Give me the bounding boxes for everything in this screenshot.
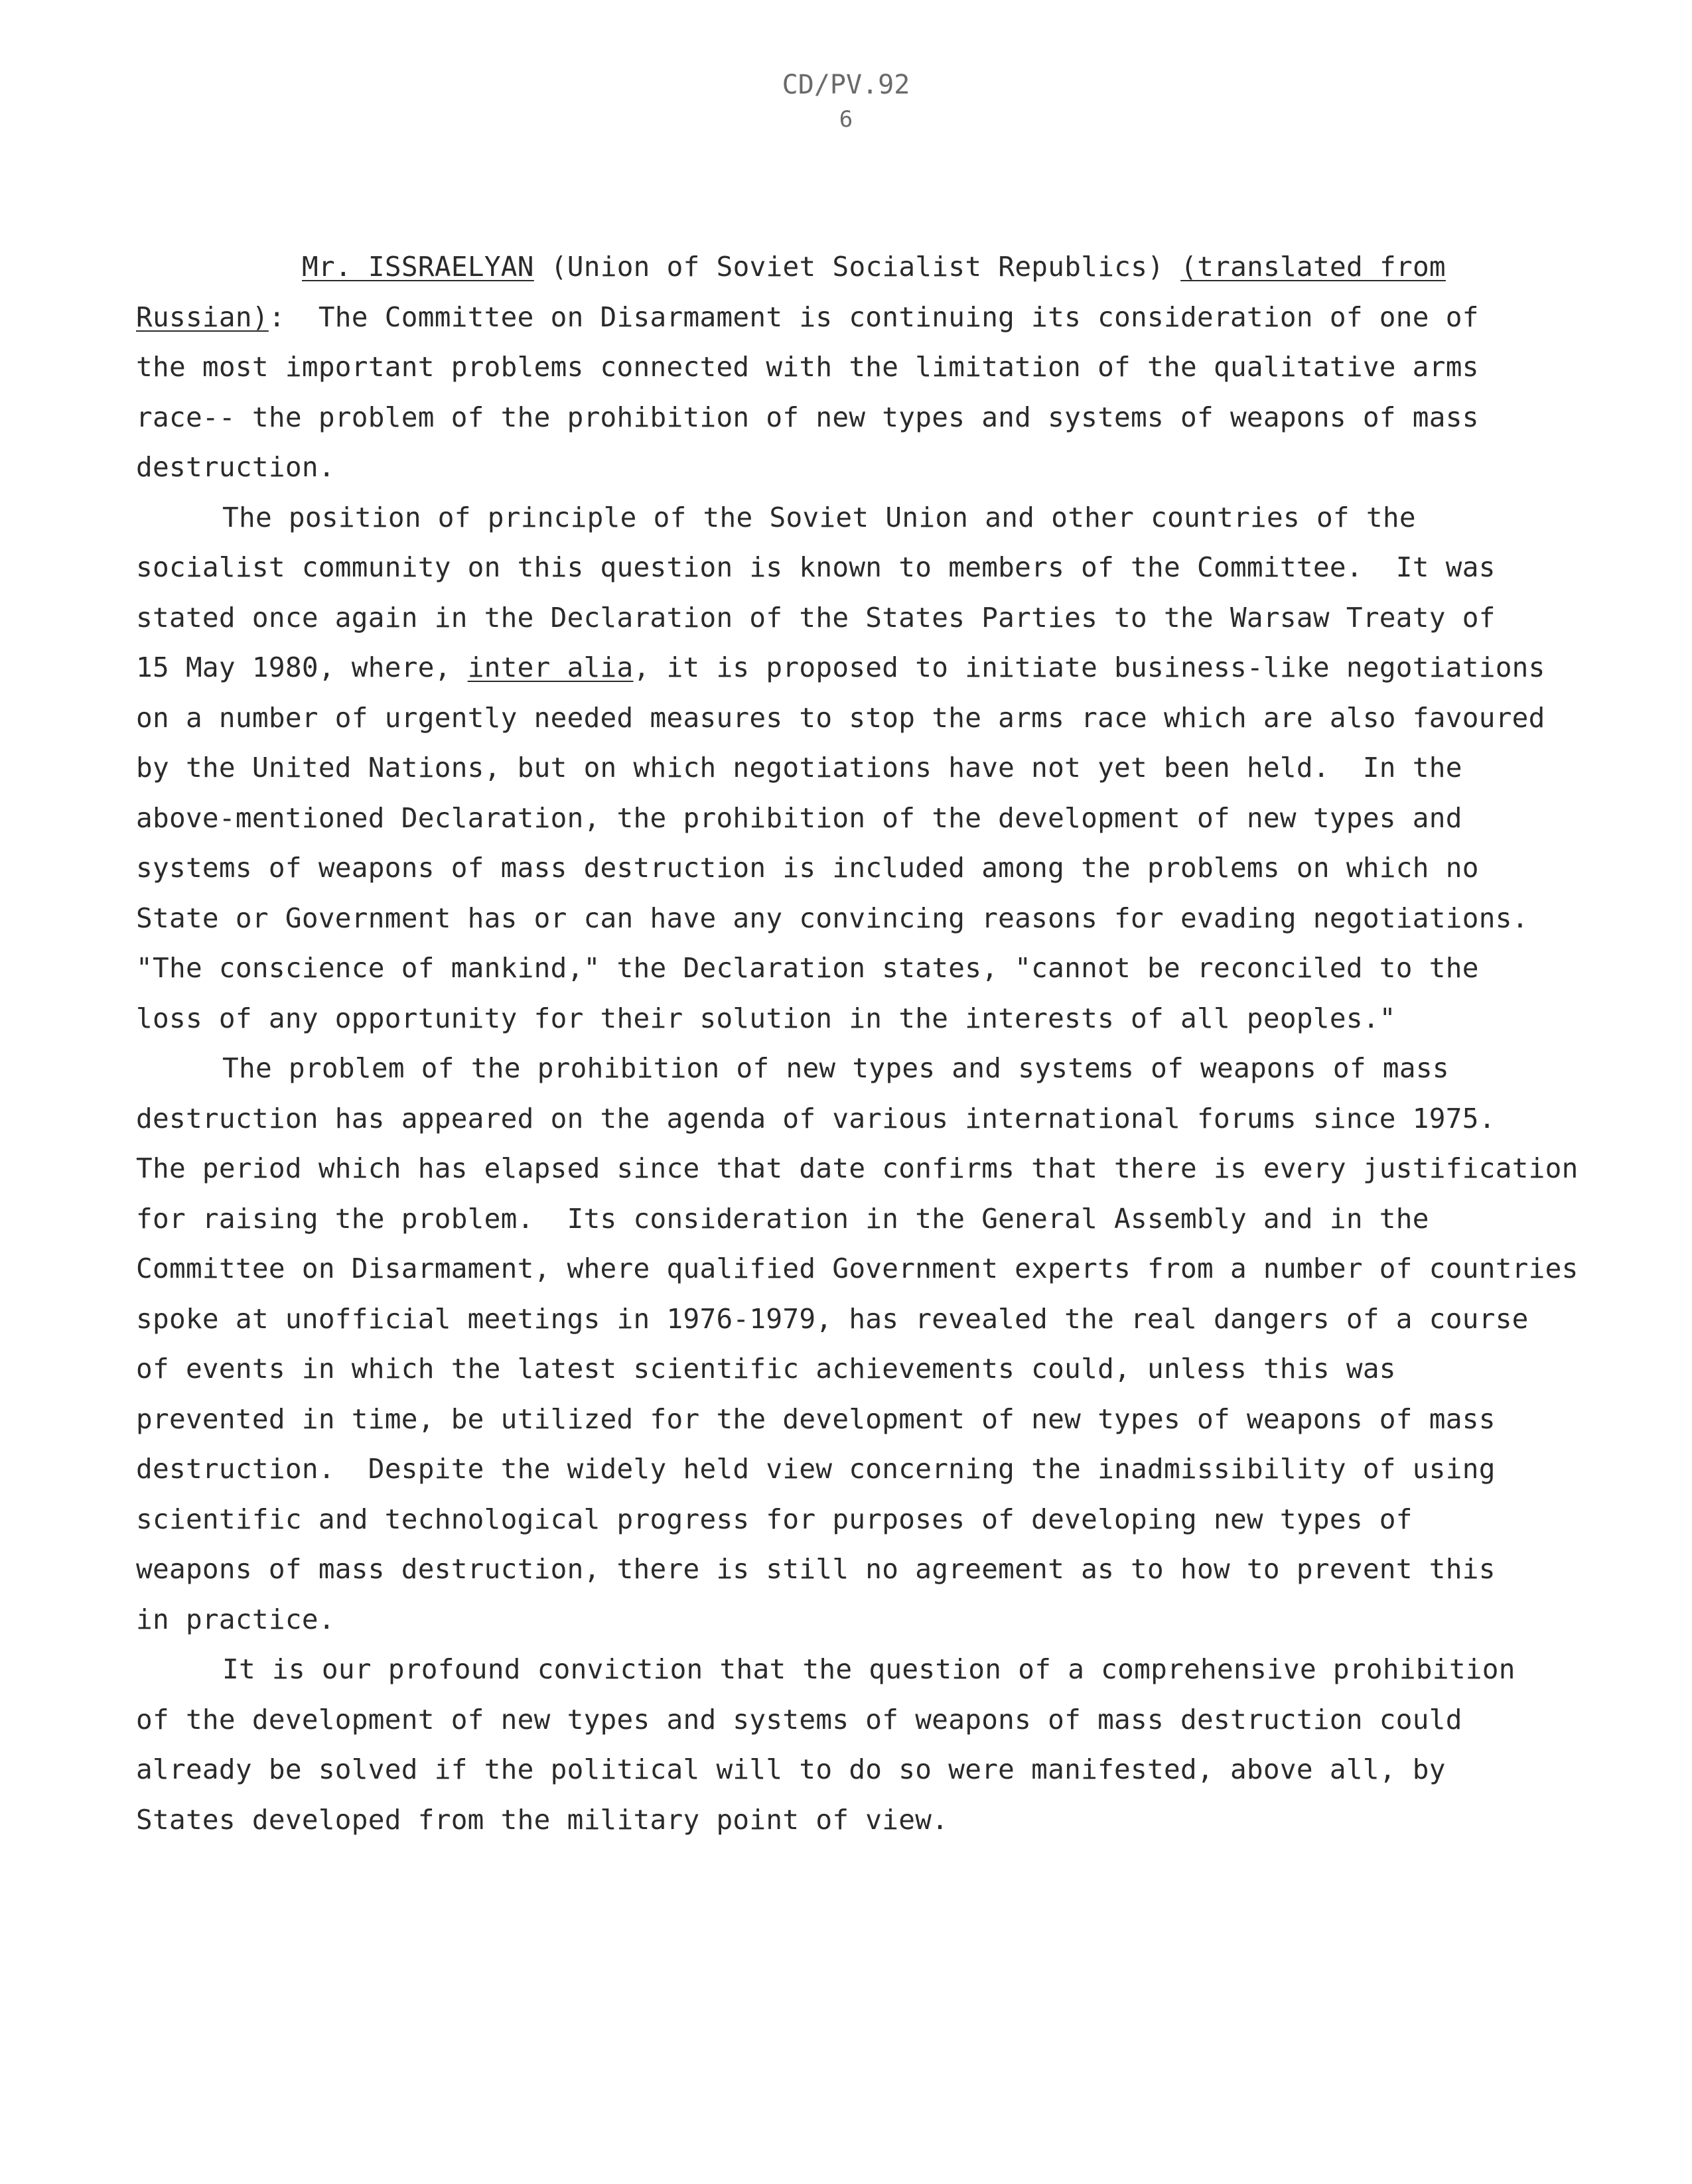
text-segment: , it is proposed to initiate business-like negotiations bbox=[633, 651, 1545, 683]
text-segment: 15 May 1980, where, bbox=[136, 651, 468, 683]
text-line: weapons of mass destruction, there is still no agreement as to how to prevent this bbox=[136, 1553, 1496, 1585]
document-symbol: CD/PV.92 bbox=[782, 70, 910, 100]
text-line: destruction. Despite the widely held view concerning the inadmissibility of using bbox=[136, 1453, 1496, 1485]
speaker-name: Mr. ISSRAELYAN bbox=[302, 251, 534, 283]
text-line: destruction. bbox=[136, 451, 335, 483]
text-line bbox=[136, 293, 1583, 343]
text-line: the most important problems connected with the limitation of the qualitative arms bbox=[136, 351, 1479, 383]
text-line: loss of any opportunity for their solution in the interests of all peoples." bbox=[136, 1002, 1396, 1034]
text-segment: : The Committee on Disarmament is continuing its consideration of one of bbox=[268, 301, 1479, 333]
text-line: for raising the problem. Its consideration in the General Assembly and in the bbox=[136, 1202, 1429, 1235]
text-line: Committee on Disarmament, where qualified Government experts from a number of countries bbox=[136, 1253, 1579, 1284]
text-line: of events in which the latest scientific achievements could, unless this was bbox=[136, 1353, 1396, 1385]
text-line: The period which has elapsed since that date confirms that there is every justification bbox=[136, 1152, 1579, 1184]
text-line: above-mentioned Declaration, the prohibition of the development of new types and bbox=[136, 801, 1462, 834]
text-line: already be solved if the political will to do so were manifested, above all, by bbox=[136, 1753, 1446, 1785]
text-line: "The conscience of mankind," the Declaration states, "cannot be reconciled to the bbox=[136, 952, 1479, 984]
text-line: spoke at unofficial meetings in 1976-1979, has revealed the real dangers of a course bbox=[136, 1302, 1529, 1335]
text-line: States developed from the military point of view. bbox=[136, 1803, 949, 1836]
text-line: prevented in time, be utilized for the development of new types of weapons of mass bbox=[136, 1402, 1496, 1435]
text-line: systems of weapons of mass destruction is included among the problems on which no bbox=[136, 852, 1479, 884]
text-line: The problem of the prohibition of new types and systems of weapons of mass bbox=[222, 1052, 1449, 1084]
text-line: State or Government has or can have any convincing reasons for evading negotiations. bbox=[136, 902, 1529, 934]
text-line: It is our profound conviction that the question of a comprehensive prohibition bbox=[222, 1653, 1516, 1685]
speaker-line bbox=[136, 242, 1583, 293]
text-line: race-- the problem of the prohibition of new types and systems of weapons of mass bbox=[136, 401, 1479, 433]
text-line: destruction has appeared on the agenda of various international forums since 1975. bbox=[136, 1102, 1496, 1134]
text-line: on a number of urgently needed measures to stop the arms race which are also favoured bbox=[136, 701, 1545, 734]
text-line: The position of principle of the Soviet Union and other countries of the bbox=[222, 501, 1416, 533]
text-line bbox=[136, 643, 1583, 693]
text-line: socialist community on this question is known to members of the Committee. It was bbox=[136, 551, 1496, 583]
text-line: in practice. bbox=[136, 1603, 335, 1635]
translation-note: (translated from bbox=[1180, 251, 1446, 283]
latin-phrase: inter alia bbox=[467, 651, 634, 683]
text-line: scientific and technological progress for purposes of developing new types of bbox=[136, 1503, 1413, 1535]
speaker-country: (Union of Soviet Socialist Republics) bbox=[533, 251, 1181, 283]
text-line: stated once again in the Declaration of the States Parties to the Warsaw Treaty of bbox=[136, 601, 1496, 634]
translation-note-language: Russian) bbox=[136, 301, 269, 333]
text-line: of the development of new types and systems of weapons of mass destruction could bbox=[136, 1703, 1462, 1736]
document-body bbox=[136, 242, 1583, 1845]
text-line: by the United Nations, but on which negotiations have not yet been held. In the bbox=[136, 752, 1462, 784]
page-number: 6 bbox=[839, 106, 853, 133]
